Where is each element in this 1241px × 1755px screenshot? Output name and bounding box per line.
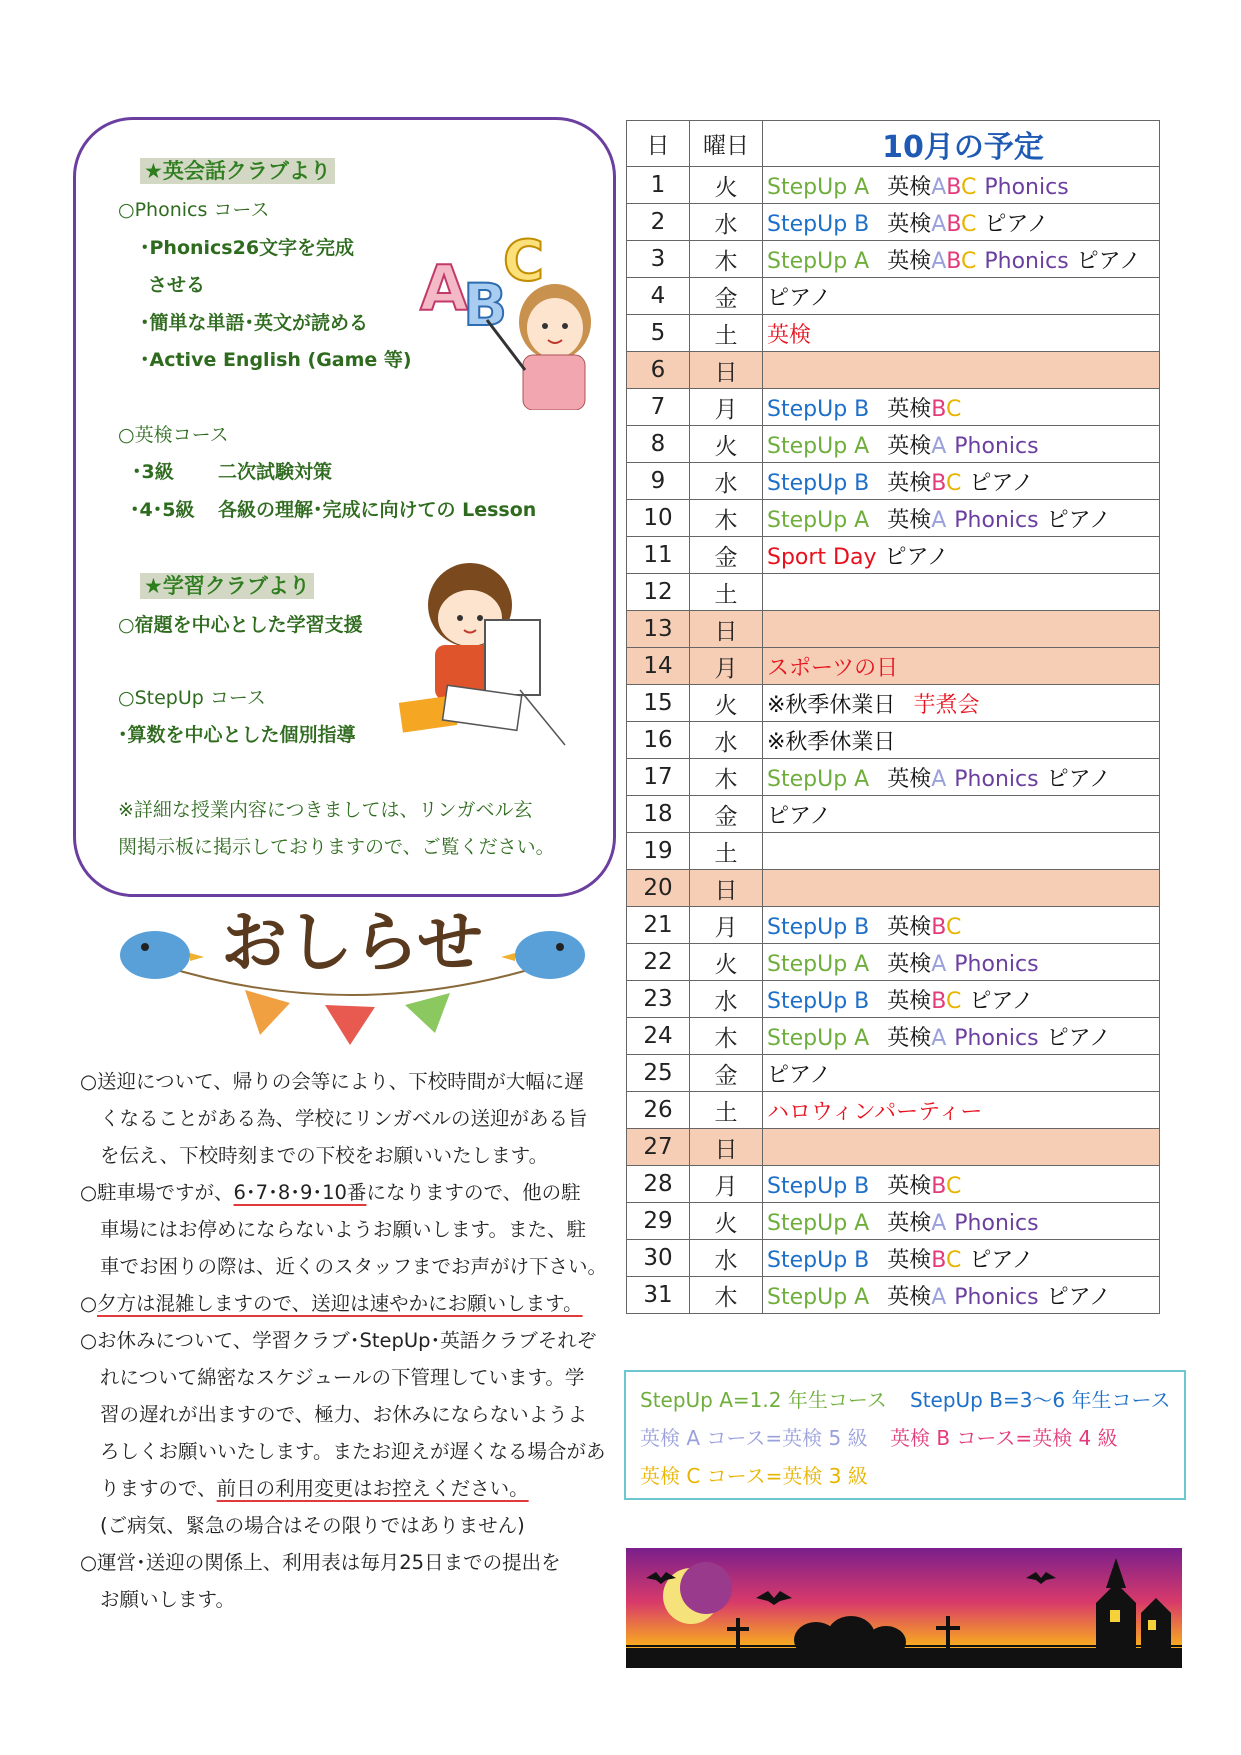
event-item: Phonics (954, 1210, 1039, 1236)
event-item: ※秋季休業日 (767, 729, 896, 755)
calendar-events (763, 833, 1160, 870)
calendar-weekday: 火 (690, 426, 763, 463)
calendar-weekday: 日 (690, 352, 763, 389)
calendar-events (763, 1018, 1160, 1055)
calendar-day: 16 (627, 722, 690, 759)
calendar-row (627, 759, 1160, 796)
event-item: 英検 (887, 766, 932, 792)
calendar-events (763, 537, 1160, 574)
event-item: A (931, 433, 947, 459)
calendar-row (627, 1129, 1160, 1166)
calendar-day: 11 (627, 537, 690, 574)
calendar-events (763, 981, 1160, 1018)
event-item: Phonics (984, 174, 1069, 200)
event-item: A (931, 211, 947, 237)
calendar-weekday: 水 (690, 204, 763, 241)
event-item: ピアノ (1046, 507, 1111, 533)
abc-girl-illustration (415, 230, 600, 410)
calendar-row (627, 463, 1160, 500)
calendar-row (627, 1203, 1160, 1240)
calendar-row (627, 907, 1160, 944)
calendar-row (627, 833, 1160, 870)
calendar-weekday: 金 (690, 796, 763, 833)
calendar-day: 18 (627, 796, 690, 833)
event-item: 英検 (887, 248, 932, 274)
calendar-row (627, 648, 1160, 685)
calendar-events (763, 241, 1160, 278)
eiken-line-1-desc: 二次試験対策 (218, 461, 333, 483)
event-item: A (931, 1210, 947, 1236)
calendar-row (627, 981, 1160, 1018)
event-item: ハロウィンパーティー (767, 1099, 983, 1125)
event-item: A (931, 766, 947, 792)
event-item: Phonics (954, 1025, 1039, 1051)
calendar-events (763, 389, 1160, 426)
calendar-events (763, 796, 1160, 833)
event-item: ピアノ (767, 803, 832, 829)
calendar-row (627, 167, 1160, 204)
event-item: StepUp B (767, 470, 870, 496)
event-item: Phonics (954, 951, 1039, 977)
event-item: 芋煮会 (913, 692, 980, 718)
calendar-weekday: 水 (690, 722, 763, 759)
calendar-weekday: 木 (690, 1277, 763, 1314)
calendar-events (763, 315, 1160, 352)
calendar-day: 25 (627, 1055, 690, 1092)
calendar-weekday: 金 (690, 537, 763, 574)
event-item: StepUp B (767, 1173, 870, 1199)
oshirase-title: おしらせ (220, 905, 484, 981)
phonics-line-2: させる (148, 274, 206, 296)
note-line-1: ※詳細な授業内容につきましては、リンガベル玄 (118, 799, 533, 821)
phonics-line-3: ･簡単な単語･英文が読める (140, 312, 369, 334)
calendar-weekday: 木 (690, 241, 763, 278)
event-item: 英検 (887, 1025, 932, 1051)
event-item: StepUp A (767, 951, 870, 977)
calendar-weekday: 日 (690, 870, 763, 907)
calendar-weekday: 月 (690, 907, 763, 944)
calendar-day: 31 (627, 1277, 690, 1314)
calendar-day: 6 (627, 352, 690, 389)
eiken-line-1-grade: ･3級 (132, 461, 174, 483)
event-item: A (931, 507, 947, 533)
calendar-weekday: 火 (690, 167, 763, 204)
event-item: 英検 (887, 1210, 932, 1236)
event-item: B (946, 248, 961, 274)
event-item: ピアノ (1046, 1025, 1111, 1051)
calendar-row (627, 1092, 1160, 1129)
calendar-row (627, 574, 1160, 611)
calendar-day: 27 (627, 1129, 690, 1166)
calendar-events (763, 500, 1160, 537)
notice-pickup: ○送迎について、帰りの会等により、下校時間が大幅に遅 くなることがある為、学校にリンガベルの送迎がある旨 を伝え、下校時刻までの下校をお願いいたします。 (80, 1070, 588, 1167)
event-item: B (931, 1173, 946, 1199)
event-item: ピアノ (1046, 766, 1111, 792)
gakushu-heading: ★学習クラブより (140, 570, 314, 600)
calendar-day: 12 (627, 574, 690, 611)
event-item: StepUp A (767, 507, 870, 533)
calendar-events (763, 870, 1160, 907)
calendar-weekday: 金 (690, 278, 763, 315)
calendar-row (627, 1240, 1160, 1277)
event-item: ピアノ (984, 211, 1049, 237)
calendar-weekday: 木 (690, 500, 763, 537)
halloween-banner (626, 1548, 1182, 1668)
calendar-row (627, 241, 1160, 278)
calendar-row (627, 389, 1160, 426)
event-item: C (945, 988, 962, 1014)
calendar-row (627, 870, 1160, 907)
calendar-events (763, 1166, 1160, 1203)
calendar-row (627, 685, 1160, 722)
calendar-row (627, 426, 1160, 463)
event-item: B (931, 396, 946, 422)
calendar-weekday: 火 (690, 1203, 763, 1240)
event-item: A (931, 1284, 947, 1310)
calendar-day: 4 (627, 278, 690, 315)
calendar-day: 2 (627, 204, 690, 241)
event-item: StepUp A (767, 248, 870, 274)
notice-absence: ○お休みについて、学習クラブ･StepUp･英語クラブそれぞ れについて綿密なスケジュールの下管理しています。学 習の遅れが出ますので、極力、お休みにならないようよ ろしくお願いいたします。またお迎えが遅くなる場合があ りますので、前日の利用変更はお控えください。 (ご病気、緊急の場合はその限りではありません) (80, 1329, 606, 1537)
calendar-day: 17 (627, 759, 690, 796)
calendar-day: 23 (627, 981, 690, 1018)
calendar-events (763, 1092, 1160, 1129)
calendar-events (763, 352, 1160, 389)
calendar-events (763, 722, 1160, 759)
calendar-events (763, 759, 1160, 796)
event-item: StepUp A (767, 174, 870, 200)
event-item: ピアノ (767, 1062, 832, 1088)
legend-eiken-b: 英検 B コース=英検 4 級 (890, 1426, 1118, 1450)
october-schedule-table (626, 120, 1160, 1314)
event-item: Phonics (954, 766, 1039, 792)
calendar-day: 20 (627, 870, 690, 907)
calendar-day: 24 (627, 1018, 690, 1055)
calendar-row (627, 537, 1160, 574)
event-item: 英検 (887, 211, 932, 237)
calendar-weekday: 日 (690, 611, 763, 648)
calendar-events (763, 1240, 1160, 1277)
event-item: ピアノ (884, 544, 949, 570)
studying-girl-illustration (390, 560, 575, 750)
calendar-weekday: 月 (690, 389, 763, 426)
calendar-events (763, 944, 1160, 981)
calendar-weekday: 土 (690, 833, 763, 870)
event-item: ピアノ (1046, 1284, 1111, 1310)
event-item: C (945, 396, 962, 422)
event-item: A (931, 951, 947, 977)
event-item: StepUp B (767, 396, 870, 422)
event-item: C (945, 914, 962, 940)
stepup-line-1: ･算数を中心とした個別指導 (118, 724, 356, 746)
event-item: Phonics (984, 248, 1069, 274)
legend-stepup-a: StepUp A=1.2 年生コース (640, 1388, 887, 1412)
phonics-course: ○Phonics コース (118, 199, 270, 221)
event-item: B (931, 470, 946, 496)
event-item: StepUp A (767, 1284, 870, 1310)
calendar-events (763, 574, 1160, 611)
calendar-day: 21 (627, 907, 690, 944)
calendar-day: 19 (627, 833, 690, 870)
event-item: B (946, 174, 961, 200)
calendar-weekday: 土 (690, 1092, 763, 1129)
calendar-row (627, 1055, 1160, 1092)
calendar-weekday: 水 (690, 981, 763, 1018)
event-item: StepUp A (767, 1025, 870, 1051)
calendar-weekday: 水 (690, 463, 763, 500)
gakushu-line-1: ○宿題を中心とした学習支援 (118, 614, 363, 636)
calendar-events (763, 648, 1160, 685)
event-item: C (945, 1173, 962, 1199)
event-item: Phonics (954, 1284, 1039, 1310)
calendar-events (763, 278, 1160, 315)
calendar-title: 10月の予定 (763, 121, 1160, 167)
calendar-row (627, 352, 1160, 389)
event-item: ピアノ (969, 470, 1034, 496)
event-item: 英検 (887, 470, 932, 496)
calendar-events (763, 1203, 1160, 1240)
phonics-line-1: ･Phonics26文字を完成 (140, 237, 355, 259)
event-item: 英検 (887, 174, 932, 200)
event-item: Sport Day (767, 544, 877, 570)
event-item: ピアノ (969, 1247, 1034, 1273)
event-item: ※秋季休業日 (767, 692, 896, 718)
calendar-events (763, 463, 1160, 500)
event-item: A (931, 1025, 947, 1051)
calendar-day: 28 (627, 1166, 690, 1203)
calendar-row (627, 611, 1160, 648)
event-item: スポーツの日 (767, 655, 899, 681)
calendar-day: 7 (627, 389, 690, 426)
event-item: 英検 (887, 1173, 932, 1199)
calendar-events (763, 1055, 1160, 1092)
calendar-day: 13 (627, 611, 690, 648)
calendar-events (763, 1129, 1160, 1166)
calendar-events (763, 1277, 1160, 1314)
calendar-row (627, 1277, 1160, 1314)
calendar-weekday: 金 (690, 1055, 763, 1092)
calendar-day: 30 (627, 1240, 690, 1277)
calendar-weekday: 木 (690, 1018, 763, 1055)
event-item: 英検 (887, 1247, 932, 1273)
calendar-day: 14 (627, 648, 690, 685)
calendar-row (627, 204, 1160, 241)
event-item: C (945, 470, 962, 496)
event-item: StepUp A (767, 1210, 870, 1236)
calendar-row (627, 1166, 1160, 1203)
calendar-events (763, 426, 1160, 463)
event-item: B (931, 988, 946, 1014)
event-item: 英検 (887, 951, 932, 977)
calendar-body (627, 167, 1160, 1314)
event-item: StepUp B (767, 211, 870, 237)
calendar-row (627, 796, 1160, 833)
letter-c: C (503, 230, 545, 294)
event-item: C (961, 211, 977, 237)
calendar-events (763, 167, 1160, 204)
calendar-day: 26 (627, 1092, 690, 1129)
header-weekday: 曜日 (690, 121, 763, 167)
oshirase-banner (100, 905, 605, 1045)
event-item: 英検 (887, 914, 932, 940)
event-item: Phonics (954, 507, 1039, 533)
legend-eiken-a: 英検 A コース=英検 5 級 (640, 1426, 868, 1450)
calendar-weekday: 火 (690, 685, 763, 722)
calendar-events (763, 907, 1160, 944)
event-item: 英検 (887, 396, 932, 422)
calendar-events (763, 611, 1160, 648)
calendar-header-row (627, 121, 1160, 167)
letter-b: B (463, 271, 508, 339)
calendar-day: 8 (627, 426, 690, 463)
calendar-weekday: 火 (690, 944, 763, 981)
legend-stepup-b: StepUp B=3～6 年生コース (910, 1388, 1171, 1412)
calendar-day: 3 (627, 241, 690, 278)
calendar-weekday: 月 (690, 1166, 763, 1203)
eiken-line-2-desc: 各級の理解･完成に向けての Lesson (218, 499, 537, 521)
calendar-day: 22 (627, 944, 690, 981)
notice-parking: ○駐車場ですが、6･7･8･9･10番になりますので、他の駐 車場にはお停めにならないようお願いします。また、駐 車でお困りの際は、近くのスタッフまでお声がけ下さい。 (80, 1181, 608, 1278)
calendar-weekday: 木 (690, 759, 763, 796)
course-legend (624, 1370, 1186, 1500)
calendar-row (627, 315, 1160, 352)
calendar-day: 29 (627, 1203, 690, 1240)
event-item: A (931, 248, 947, 274)
event-item: StepUp B (767, 988, 870, 1014)
notice-submission: ○運営･送迎の関係上、利用表は毎月25日までの提出を お願いします。 (80, 1551, 561, 1611)
calendar-weekday: 土 (690, 315, 763, 352)
event-item: Phonics (954, 433, 1039, 459)
letter-a: A (420, 252, 468, 325)
event-item: B (946, 211, 962, 237)
event-item: 英検 (887, 507, 932, 533)
calendar-row (627, 944, 1160, 981)
calendar-row (627, 722, 1160, 759)
event-item: StepUp A (767, 433, 870, 459)
calendar-row (627, 1018, 1160, 1055)
note-line-2: 関掲示板に掲示しておりますので、ご覧ください。 (118, 836, 555, 858)
event-item: StepUp B (767, 914, 870, 940)
event-item: B (931, 1247, 946, 1273)
calendar-day: 10 (627, 500, 690, 537)
header-day: 日 (627, 121, 690, 167)
notice-evening: ○夕方は混雑しますので、送迎は速やかにお願いします。 (80, 1292, 583, 1315)
calendar-weekday: 水 (690, 1240, 763, 1277)
calendar-row (627, 500, 1160, 537)
eiken-line-2-grade: ･4･5級 (130, 499, 195, 521)
event-item: B (931, 914, 946, 940)
event-item: ピアノ (1076, 248, 1141, 274)
event-item: C (961, 174, 977, 200)
calendar-events (763, 204, 1160, 241)
calendar-row (627, 278, 1160, 315)
eiken-course: ○英検コース (118, 424, 229, 446)
event-item: ピアノ (767, 285, 832, 311)
event-item: A (931, 174, 947, 200)
calendar-weekday: 日 (690, 1129, 763, 1166)
event-item: ピアノ (969, 988, 1034, 1014)
calendar-day: 9 (627, 463, 690, 500)
event-item: 英検 (887, 988, 932, 1014)
event-item: 英検 (887, 433, 932, 459)
calendar-day: 15 (627, 685, 690, 722)
calendar-weekday: 土 (690, 574, 763, 611)
stepup-course: ○StepUp コース (118, 687, 266, 709)
event-item: C (961, 248, 977, 274)
calendar-day: 5 (627, 315, 690, 352)
event-item: 英検 (767, 322, 812, 348)
eikaiwa-heading: ★英会話クラブより (140, 155, 335, 185)
event-item: 英検 (887, 1284, 932, 1310)
legend-eiken-c: 英検 C コース=英検 3 級 (640, 1464, 868, 1488)
event-item: StepUp A (767, 766, 870, 792)
phonics-line-4: ･Active English (Game 等) (140, 349, 412, 371)
event-item: StepUp B (767, 1247, 870, 1273)
calendar-day: 1 (627, 167, 690, 204)
calendar-events (763, 685, 1160, 722)
event-item: C (945, 1247, 962, 1273)
calendar-weekday: 月 (690, 648, 763, 685)
